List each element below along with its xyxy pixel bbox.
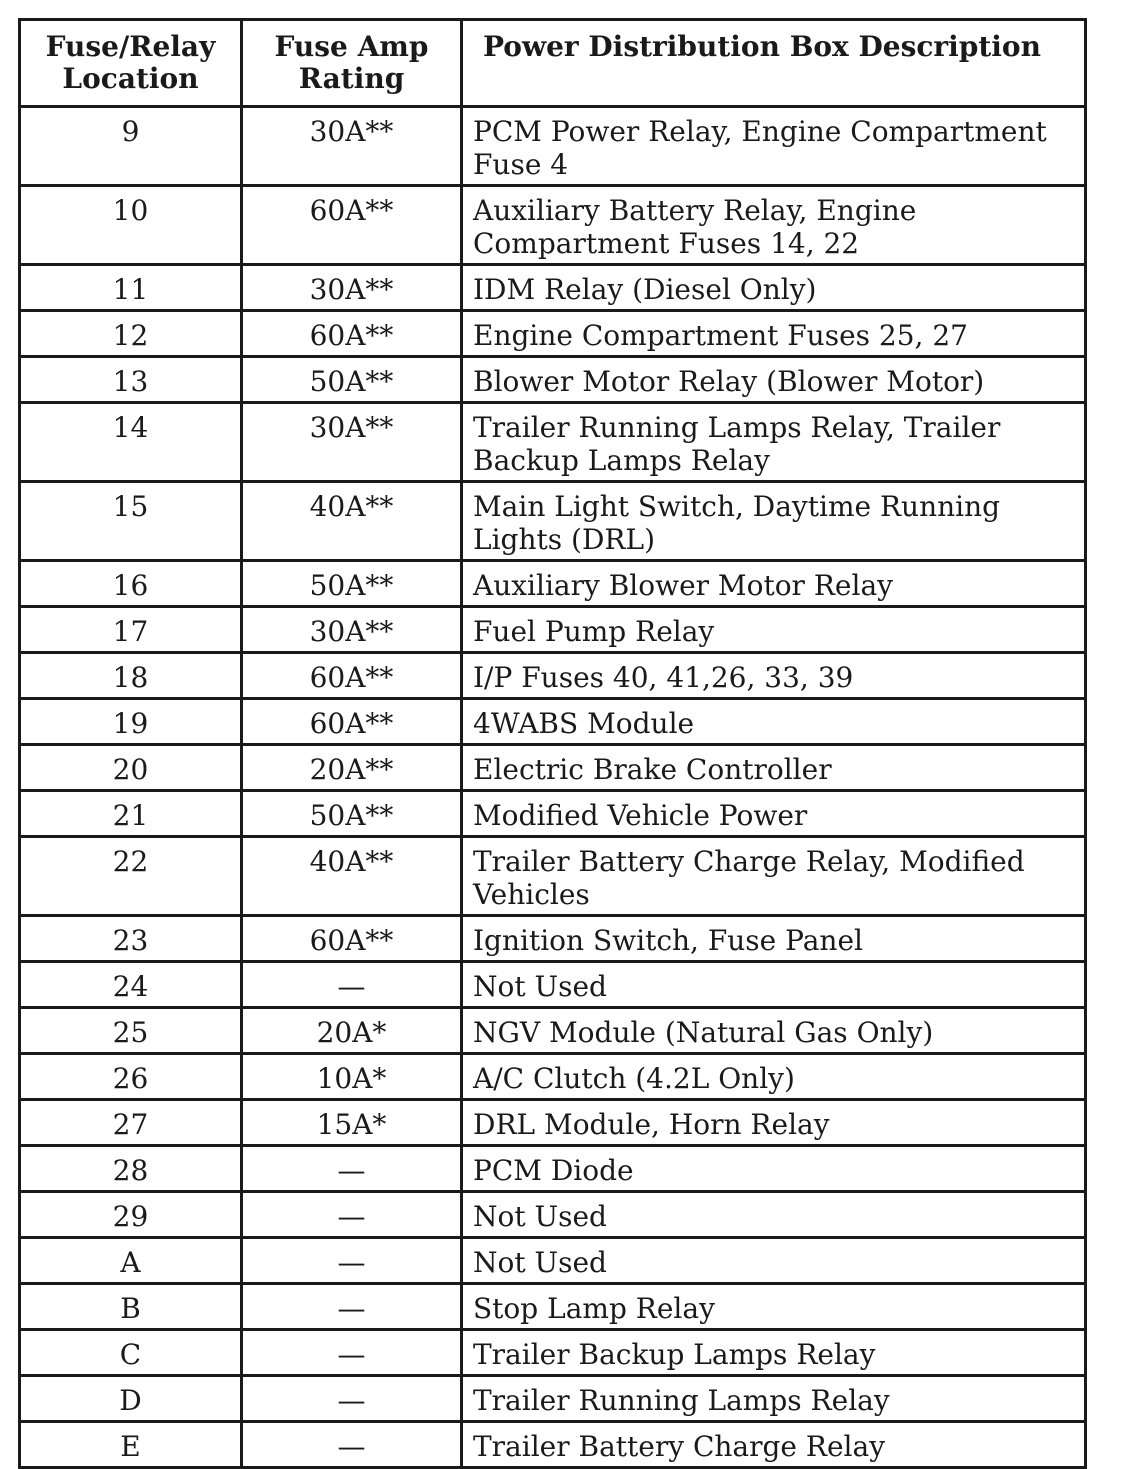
cell-location: 19 [20,699,242,745]
header-location: Fuse/Relay Location [20,20,242,107]
cell-location: 10 [20,186,242,265]
cell-location: 29 [20,1192,242,1238]
cell-location: 23 [20,916,242,962]
cell-location: 13 [20,357,242,403]
cell-location: 12 [20,311,242,357]
cell-rating: — [242,962,462,1008]
cell-location: 27 [20,1100,242,1146]
cell-rating: — [242,1146,462,1192]
cell-location: D [20,1376,242,1422]
table-row [20,837,1086,916]
table-row [20,482,1086,561]
cell-description: Not Used [462,962,1086,1008]
cell-description: Auxiliary Blower Motor Relay [462,561,1086,607]
cell-rating: — [242,1422,462,1468]
table-row [20,699,1086,745]
cell-description: Trailer Running Lamps Relay, Trailer Backup Lamps Relay [462,403,1086,482]
table-body [20,107,1086,1468]
cell-description: PCM Power Relay, Engine Compartment Fuse 4 [462,107,1086,186]
cell-location: E [20,1422,242,1468]
fuse-relay-table [18,18,1087,1469]
cell-rating: 60A** [242,916,462,962]
cell-rating: — [242,1284,462,1330]
cell-rating: — [242,1192,462,1238]
cell-location: 16 [20,561,242,607]
cell-rating: 30A** [242,107,462,186]
table-row [20,791,1086,837]
table-row [20,916,1086,962]
cell-location: 21 [20,791,242,837]
header-row [20,20,1086,107]
cell-rating: 15A* [242,1100,462,1146]
cell-description: Stop Lamp Relay [462,1284,1086,1330]
cell-location: A [20,1238,242,1284]
table-row [20,561,1086,607]
table-row [20,1100,1086,1146]
table-row [20,107,1086,186]
cell-description: Not Used [462,1238,1086,1284]
cell-rating: 50A** [242,357,462,403]
table-row [20,607,1086,653]
table-row [20,1238,1086,1284]
cell-rating: 20A* [242,1008,462,1054]
cell-location: 15 [20,482,242,561]
cell-description: Trailer Battery Charge Relay, Modified Vehicles [462,837,1086,916]
cell-description: PCM Diode [462,1146,1086,1192]
table-row [20,745,1086,791]
cell-description: Electric Brake Controller [462,745,1086,791]
table-row [20,1284,1086,1330]
cell-description: Trailer Running Lamps Relay [462,1376,1086,1422]
table-row [20,1422,1086,1468]
table-row [20,265,1086,311]
cell-location: 28 [20,1146,242,1192]
cell-location: B [20,1284,242,1330]
cell-rating: 50A** [242,791,462,837]
table-row [20,1054,1086,1100]
cell-description: Ignition Switch, Fuse Panel [462,916,1086,962]
cell-location: 11 [20,265,242,311]
table-header [20,20,1086,107]
table-row [20,1192,1086,1238]
cell-rating: 30A** [242,607,462,653]
cell-description: Trailer Backup Lamps Relay [462,1330,1086,1376]
header-description: Power Distribution Box Description [462,20,1086,107]
cell-location: 17 [20,607,242,653]
cell-description: DRL Module, Horn Relay [462,1100,1086,1146]
cell-rating: — [242,1376,462,1422]
cell-description: NGV Module (Natural Gas Only) [462,1008,1086,1054]
table-row [20,962,1086,1008]
cell-description: I/P Fuses 40, 41,26, 33, 39 [462,653,1086,699]
cell-rating: 60A** [242,699,462,745]
table-row [20,1008,1086,1054]
cell-rating: 30A** [242,265,462,311]
cell-description: Blower Motor Relay (Blower Motor) [462,357,1086,403]
cell-description: A/C Clutch (4.2L Only) [462,1054,1086,1100]
cell-description: Modified Vehicle Power [462,791,1086,837]
cell-description: Auxiliary Battery Relay, Engine Compartment Fuses 14, 22 [462,186,1086,265]
table-row [20,403,1086,482]
cell-description: Fuel Pump Relay [462,607,1086,653]
header-rating: Fuse Amp Rating [242,20,462,107]
cell-rating: 30A** [242,403,462,482]
cell-rating: 20A** [242,745,462,791]
cell-location: 18 [20,653,242,699]
cell-rating: 60A** [242,311,462,357]
cell-description: Engine Compartment Fuses 25, 27 [462,311,1086,357]
cell-description: 4WABS Module [462,699,1086,745]
cell-rating: — [242,1238,462,1284]
table-row [20,357,1086,403]
cell-location: C [20,1330,242,1376]
table-row [20,1146,1086,1192]
cell-location: 24 [20,962,242,1008]
cell-description: Trailer Battery Charge Relay [462,1422,1086,1468]
table-row [20,1376,1086,1422]
table-row [20,653,1086,699]
cell-location: 20 [20,745,242,791]
cell-location: 14 [20,403,242,482]
table-row [20,1330,1086,1376]
table-row [20,311,1086,357]
cell-location: 22 [20,837,242,916]
cell-rating: 60A** [242,186,462,265]
cell-location: 26 [20,1054,242,1100]
table-row [20,186,1086,265]
cell-rating: — [242,1330,462,1376]
cell-rating: 50A** [242,561,462,607]
cell-rating: 10A* [242,1054,462,1100]
cell-rating: 40A** [242,482,462,561]
cell-description: IDM Relay (Diesel Only) [462,265,1086,311]
cell-location: 25 [20,1008,242,1054]
cell-rating: 40A** [242,837,462,916]
cell-location: 9 [20,107,242,186]
cell-description: Main Light Switch, Daytime Running Lights (DRL) [462,482,1086,561]
cell-description: Not Used [462,1192,1086,1238]
cell-rating: 60A** [242,653,462,699]
